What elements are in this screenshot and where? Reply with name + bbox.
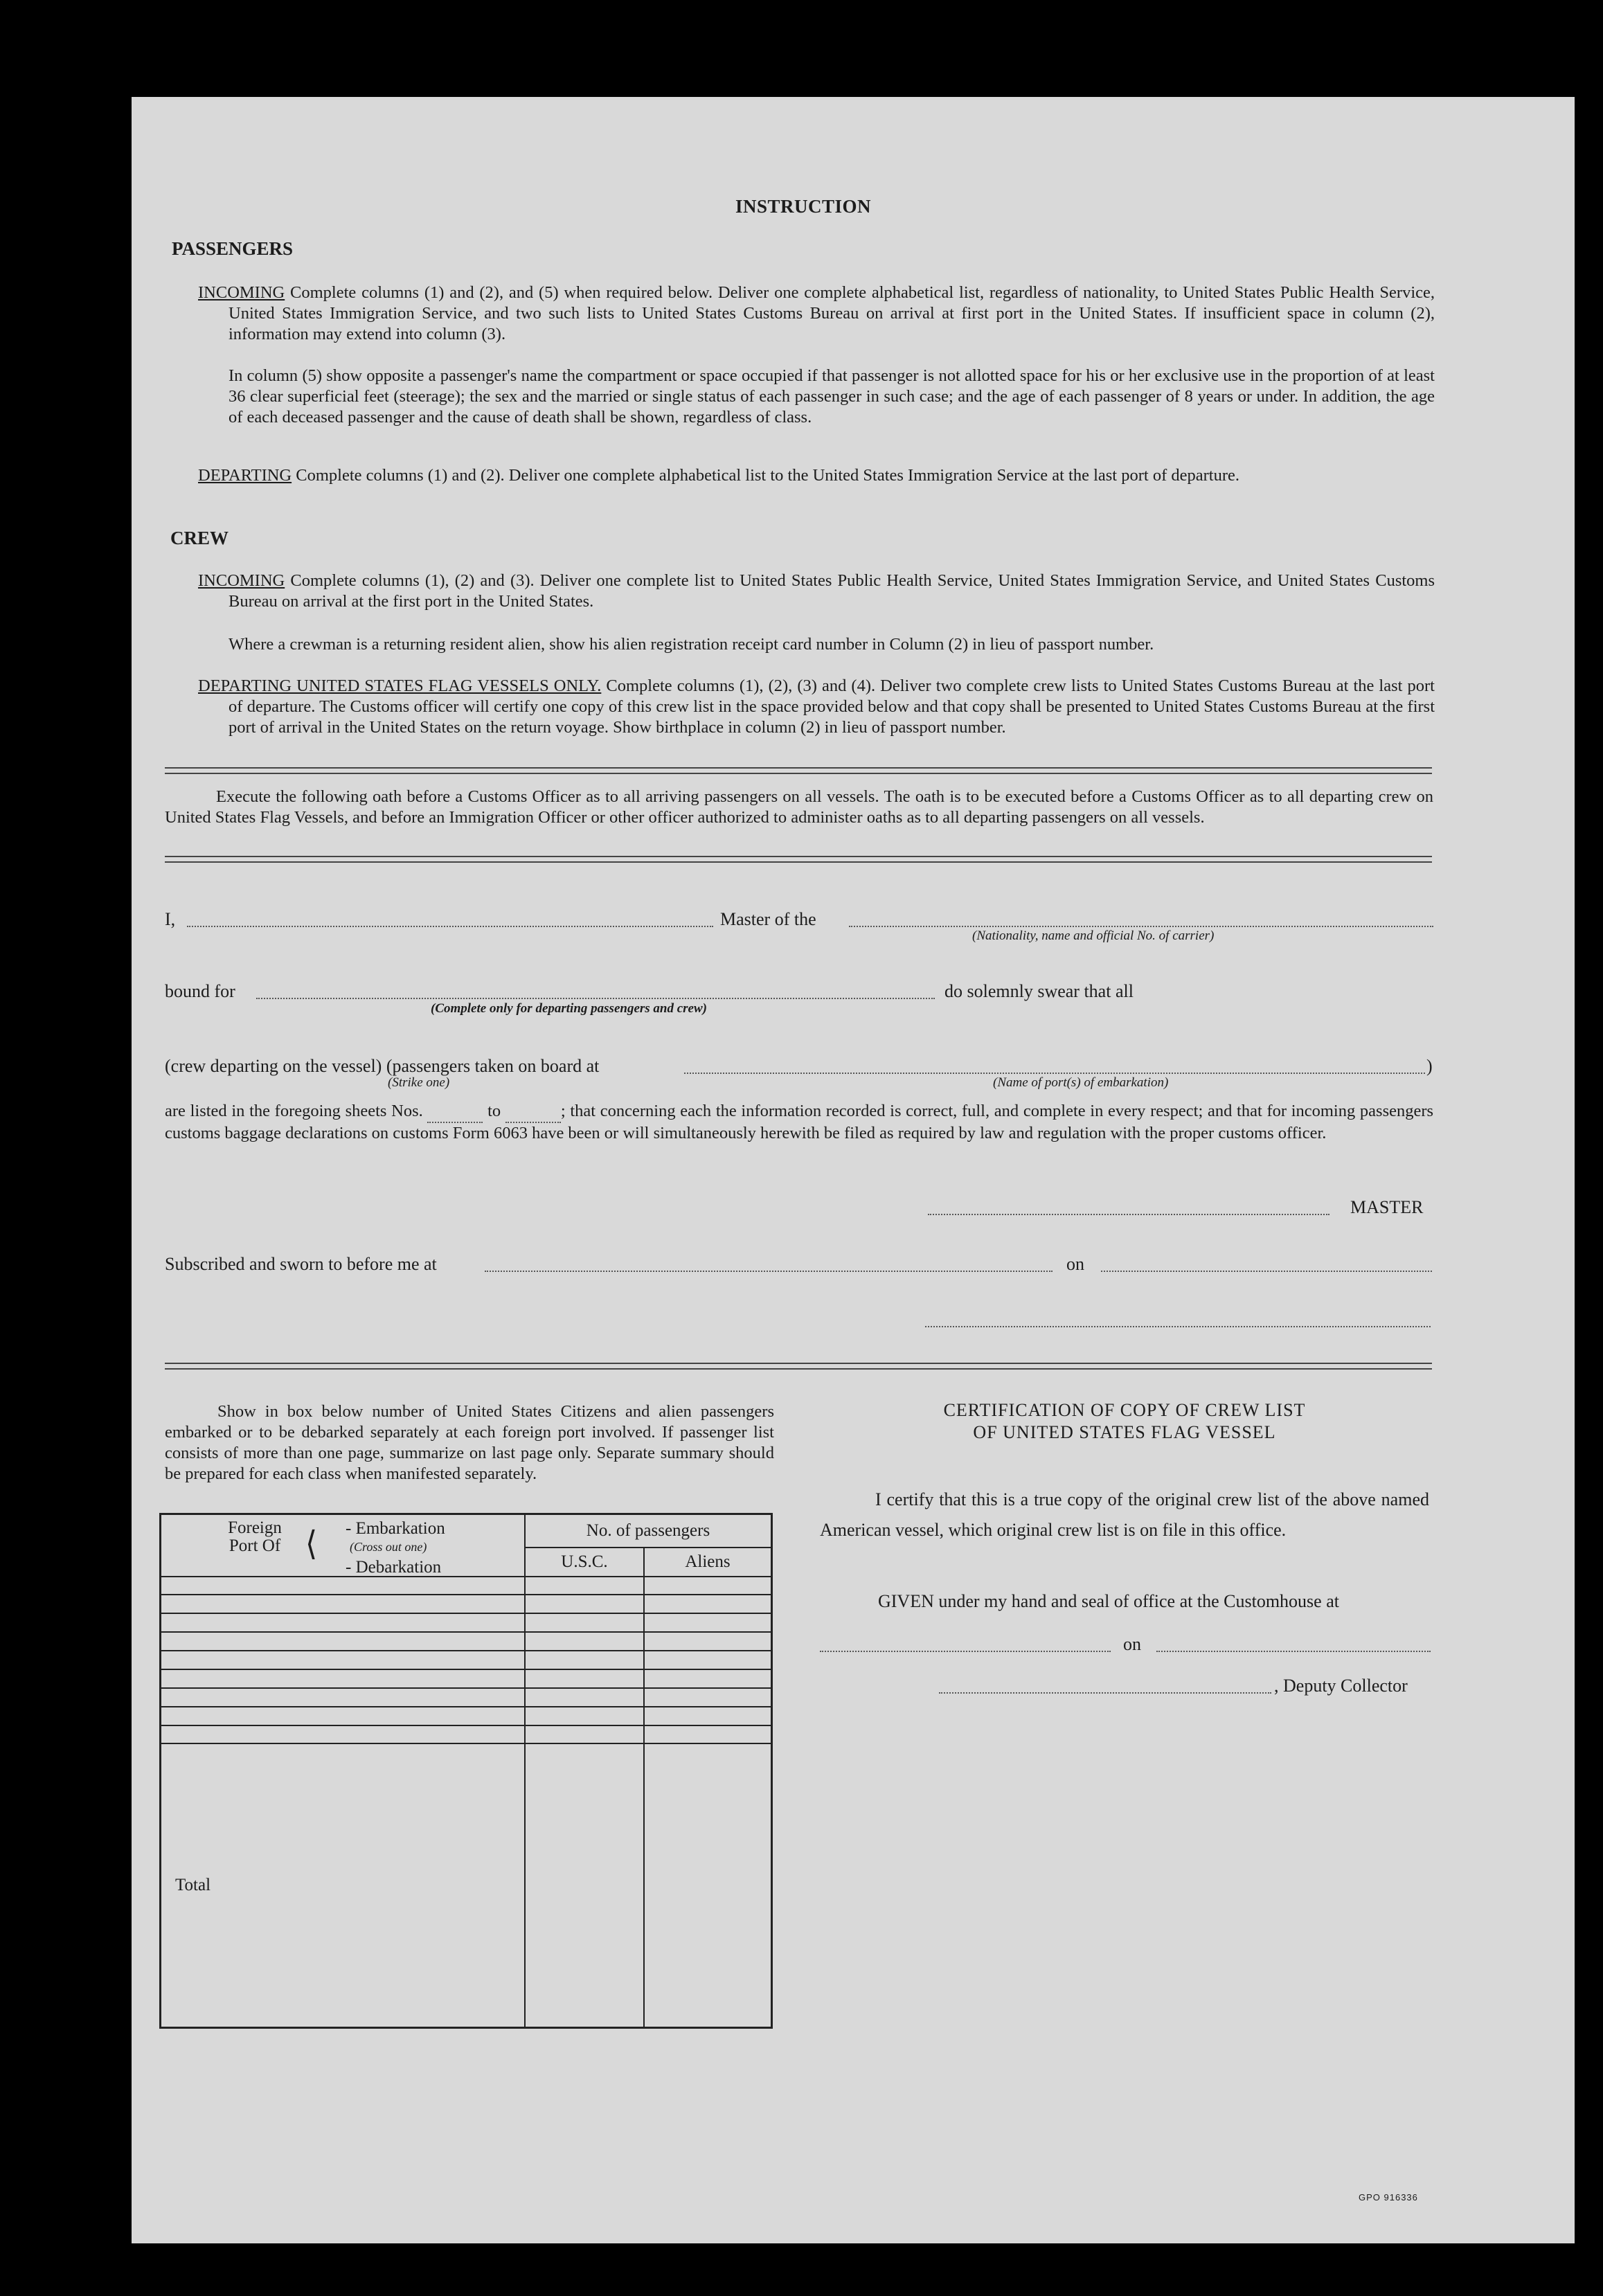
crew-incoming-label: INCOMING — [198, 571, 285, 590]
subscribed-date-field[interactable] — [1101, 1271, 1432, 1272]
usc-cell[interactable] — [525, 1651, 644, 1669]
carrier-field[interactable] — [849, 926, 1433, 927]
divider-rule — [165, 1363, 1432, 1364]
aliens-cell[interactable] — [644, 1725, 772, 1744]
crew-incoming-text: Complete columns (1), (2) and (3). Deliver one complete list to United States Public Health Service, United States Immigration Service, and United States Customs Bureau on arrival at the first port in the United States. — [229, 571, 1435, 611]
port-cell[interactable] — [161, 1707, 526, 1725]
table-row — [161, 1577, 772, 1595]
subscribed-label: Subscribed and sworn to before me at — [165, 1254, 437, 1274]
divider-rule — [165, 773, 1432, 774]
aliens-cell[interactable] — [644, 1632, 772, 1651]
port-cell[interactable] — [161, 1651, 526, 1669]
crew-departing-text: Complete columns (1), (2), (3) and (4). Deliver two complete crew lists to United States Customs Bureau at the last port of departure. The Customs officer will certify one copy of this crew list in the space provided below and that copy shall be presented to United States Customs Bureau at the first port of arrival in the United States on the return voyage. Show birthplace in column (2) in lieu of passport number. — [229, 676, 1435, 737]
divider-rule — [165, 861, 1432, 863]
listed-paragraph — [165, 1101, 1433, 1144]
table-row — [161, 1725, 772, 1744]
port-cell[interactable] — [161, 1613, 526, 1632]
subscribed-place-field[interactable] — [485, 1271, 1053, 1272]
port-cell[interactable] — [161, 1725, 526, 1744]
subscribed-on-label: on — [1066, 1254, 1084, 1274]
table-row — [161, 1669, 772, 1688]
listed-to: to — [487, 1102, 501, 1120]
usc-total-cell[interactable] — [525, 1743, 644, 2027]
usc-cell[interactable] — [525, 1595, 644, 1613]
bound-for-hint: (Complete only for departing passengers and crew) — [431, 1001, 707, 1016]
usc-cell[interactable] — [525, 1577, 644, 1595]
usc-cell[interactable] — [525, 1632, 644, 1651]
sheet-to-field[interactable] — [505, 1101, 561, 1123]
master-signature-field[interactable] — [928, 1214, 1329, 1215]
certification-title-line2: OF UNITED STATES FLAG VESSEL — [973, 1422, 1276, 1442]
table-row — [161, 1632, 772, 1651]
aliens-header: Aliens — [644, 1548, 772, 1577]
port-cell[interactable] — [161, 1632, 526, 1651]
passengers-column5-paragraph: In column (5) show opposite a passenger's name the compartment or space occupied if that passenger is not allotted space for his or her exclusive use in the proportion of at least 36 clear superficial feet (steerage); the sex and the married or single status of each passenger in such case; and the age of each passenger of 8 years or under. In addition, the age of each deceased passenger and the cause of death shall be shown, regardless of class. — [229, 366, 1435, 427]
certification-date-field[interactable] — [1156, 1651, 1431, 1652]
table-total-row — [161, 1743, 772, 2027]
passenger-summary-table — [159, 1513, 773, 2029]
certification-title-line1: CERTIFICATION OF COPY OF CREW LIST — [943, 1400, 1306, 1420]
carrier-hint: (Nationality, name and official No. of carrier) — [972, 929, 1215, 943]
strike-one-hint: (Strike one) — [388, 1075, 450, 1090]
divider-rule — [165, 1368, 1432, 1370]
crew-departing-label: (crew departing on the vessel) (passengers taken on board at — [165, 1056, 600, 1076]
aliens-cell[interactable] — [644, 1595, 772, 1613]
deputy-signature-field[interactable] — [939, 1692, 1271, 1694]
sheet-from-field[interactable] — [427, 1101, 483, 1123]
port-cell[interactable] — [161, 1577, 526, 1595]
passengers-incoming-paragraph — [198, 282, 1435, 345]
port-hint: (Name of port(s) of embarkation) — [993, 1075, 1169, 1090]
foreign-port-header — [161, 1514, 526, 1577]
port-cell[interactable] — [161, 1595, 526, 1613]
usc-cell[interactable] — [525, 1688, 644, 1707]
passengers-heading: PASSENGERS — [172, 238, 294, 259]
passengers-incoming-text: Complete columns (1) and (2), and (5) when required below. Deliver one complete alphabetical list, regardless of nationality, to United States Public Health Service, United States Immigration Service, and two such lists to United States Customs Bureau on arrival at first port in the United States. If insufficient space in column (2), information may extend into column (3). — [229, 283, 1435, 343]
passengers-departing-text: Complete columns (1) and (2). Deliver one complete alphabetical list to the United States Immigration Service at the last port of departure. — [296, 466, 1239, 485]
master-name-field[interactable] — [187, 926, 713, 927]
deputy-collector-label: , Deputy Collector — [1274, 1676, 1408, 1696]
usc-cell[interactable] — [525, 1669, 644, 1688]
aliens-cell[interactable] — [644, 1707, 772, 1725]
passengers-departing-label: DEPARTING — [198, 466, 292, 485]
bound-for-label: bound for — [165, 981, 235, 1001]
passengers-departing-paragraph — [198, 465, 1435, 486]
listed-prefix: are listed in the foregoing sheets Nos. — [165, 1102, 423, 1120]
close-paren: ) — [1426, 1056, 1433, 1076]
table-header-row — [161, 1514, 772, 1548]
embarkation-port-field[interactable] — [684, 1073, 1425, 1074]
crew-incoming-paragraph — [198, 571, 1435, 612]
table-row — [161, 1707, 772, 1725]
aliens-cell[interactable] — [644, 1688, 772, 1707]
certification-given: GIVEN under my hand and seal of office at the Customhouse at — [878, 1591, 1339, 1611]
certification-body: I certify that this is a true copy of the original crew list of the above named American vessel, which original crew list is on file in this office. — [820, 1489, 1429, 1540]
table-row — [161, 1595, 772, 1613]
divider-rule — [165, 767, 1432, 769]
table-row — [161, 1651, 772, 1669]
aliens-cell[interactable] — [644, 1651, 772, 1669]
passengers-incoming-label: INCOMING — [198, 283, 285, 302]
total-label: Total — [161, 1743, 526, 2027]
debarkation-label: - Debarkation — [346, 1558, 442, 1577]
embarkation-label: - Embarkation — [346, 1519, 445, 1538]
foreign-port-label: Foreign Port Of — [228, 1518, 282, 1555]
usc-header: U.S.C. — [525, 1548, 644, 1577]
crew-resident-paragraph: Where a crewman is a returning resident alien, show his alien registration receipt card number in Column (2) in lieu of passport number. — [229, 635, 1154, 654]
master-of-the-label: Master of the — [720, 909, 816, 929]
officer-signature-field[interactable] — [925, 1326, 1431, 1327]
customhouse-field[interactable] — [820, 1651, 1111, 1652]
certification-on-label: on — [1123, 1634, 1141, 1654]
swear-label: do solemnly swear that all — [944, 981, 1134, 1001]
no-of-passengers-header: No. of passengers — [525, 1514, 772, 1548]
bracket-icon: ⟨ — [305, 1525, 318, 1563]
master-label: MASTER — [1350, 1197, 1424, 1217]
crew-heading: CREW — [170, 528, 229, 548]
crew-departing-paragraph — [198, 676, 1435, 738]
instruction-title: INSTRUCTION — [735, 196, 872, 217]
port-cell[interactable] — [161, 1688, 526, 1707]
oath-instruction: Execute the following oath before a Customs Officer as to all arriving passengers on all vessels. The oath is to be executed before a Customs Officer as to all departing crew on United States Flag Vessels, and before an Immigration Officer or other officer authorized to administer oaths as to all departing passengers on all vessels. — [165, 787, 1433, 827]
aliens-cell[interactable] — [644, 1669, 772, 1688]
listed-rest: and that for incoming passengers customs baggage declarations on customs Form 6063 have been or will simultaneously herewith be filed as required by law and regulation with the proper customs officer. — [165, 1102, 1434, 1142]
summary-instruction: Show in box below number of United States Citizens and alien passengers embarked or to be debarked separately at each foreign port involved. If passenger list consists of more than one page, summarize on last page only. Separate summary should be prepared for each class when manifested separately. — [165, 1402, 774, 1483]
usc-cell[interactable] — [525, 1613, 644, 1632]
oath-i-label: I, — [165, 909, 176, 929]
usc-cell[interactable] — [525, 1725, 644, 1744]
crew-departing-label: DEPARTING UNITED STATES FLAG VESSELS ONLY. — [198, 676, 602, 695]
aliens-cell[interactable] — [644, 1613, 772, 1632]
listed-suffix: ; that concerning each the information recorded is correct, full, and complete in every respect; — [560, 1102, 1203, 1120]
port-cell[interactable] — [161, 1669, 526, 1688]
usc-cell[interactable] — [525, 1707, 644, 1725]
bound-for-field[interactable] — [256, 998, 935, 999]
aliens-total-cell[interactable] — [644, 1743, 772, 2027]
table-row — [161, 1613, 772, 1632]
divider-rule — [165, 856, 1432, 857]
cross-out-hint: (Cross out one) — [350, 1540, 427, 1554]
aliens-cell[interactable] — [644, 1577, 772, 1595]
footer-code: GPO 916336 — [1359, 2192, 1418, 2203]
table-row — [161, 1688, 772, 1707]
